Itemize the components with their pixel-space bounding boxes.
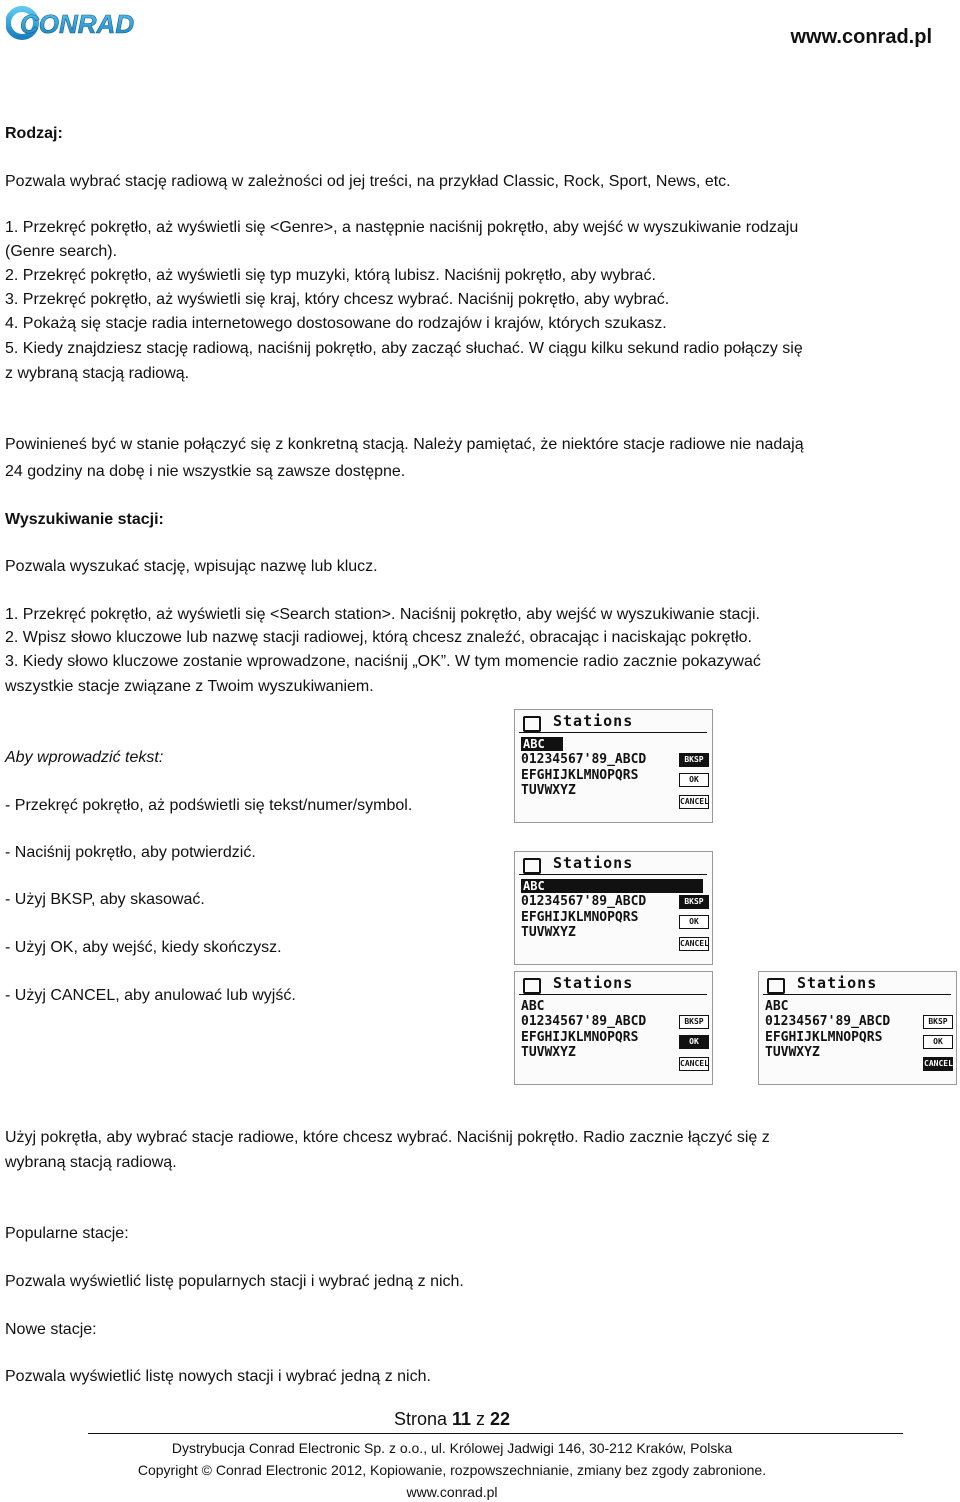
lcd-screen-cancel xyxy=(758,971,957,1085)
page-mid: z xyxy=(471,1409,491,1429)
lcd-title: Stations xyxy=(553,712,634,730)
connect-note: 24 godziny na dobę i nie wszystkie są zawsze dostępne. xyxy=(5,463,406,480)
rodzaj-step: z wybraną stacją radiową. xyxy=(5,365,190,382)
ok-button[interactable]: OK xyxy=(679,773,709,787)
lcd-row[interactable]: EFGHIJKLMNOPQRS xyxy=(521,910,639,925)
cancel-button[interactable]: CANCEL xyxy=(923,1057,953,1071)
search-step: 1. Przekręć pokrętło, aż wyświetli się <Search station>. Naciśnij pokrętło, aby wejść w wyszukiwanie stacji. xyxy=(5,606,760,623)
bksp-button[interactable]: BKSP xyxy=(923,1015,953,1029)
search-title: Wyszukiwanie stacji: xyxy=(5,511,164,528)
lcd-title: Stations xyxy=(553,974,634,992)
rodzaj-step: 3. Przekręć pokrętło, aż wyświetli się kraj, który chcesz wybrać. Naciśnij pokrętło, aby wybrać. xyxy=(5,291,670,308)
lcd-row[interactable]: EFGHIJKLMNOPQRS xyxy=(521,768,639,783)
lcd-row[interactable]: EFGHIJKLMNOPQRS xyxy=(521,1030,639,1045)
ok-button[interactable]: OK xyxy=(679,1035,709,1049)
rodzaj-step: 2. Przekręć pokrętło, aż wyświetli się typ muzyki, którą lubisz. Naciśnij pokrętło, aby wybrać. xyxy=(5,267,656,284)
bksp-button[interactable]: BKSP xyxy=(679,1015,709,1029)
lcd-row[interactable]: 01234567'89_ABCD xyxy=(521,894,647,909)
search-desc: Pozwala wyszukać stację, wpisując nazwę lub klucz. xyxy=(5,558,378,575)
lcd-input[interactable]: ABC xyxy=(765,999,789,1014)
text-entry-item: - Naciśnij pokrętło, aby potwierdzić. xyxy=(5,844,256,861)
footer-copyright: Copyright © Conrad Electronic 2012, Kopiowanie, rozpowszechnianie, zmiany bez zgody zabronione. xyxy=(137,1462,767,1478)
lcd-row[interactable]: TUVWXYZ xyxy=(521,783,576,798)
lcd-screen-ok xyxy=(514,971,713,1085)
lcd-row[interactable]: 01234567'89_ABCD xyxy=(521,752,647,767)
lcd-row[interactable]: EFGHIJKLMNOPQRS xyxy=(765,1030,883,1045)
ok-button[interactable]: OK xyxy=(923,1035,953,1049)
rodzaj-title: Rodzaj: xyxy=(5,125,63,142)
folder-icon xyxy=(767,978,785,994)
page-prefix: Strona xyxy=(393,1409,452,1429)
new-desc: Pozwala wyświetlić listę nowych stacji i wybrać jedną z nich. xyxy=(5,1368,431,1385)
new-title: Nowe stacje: xyxy=(5,1321,97,1338)
rodzaj-step: 1. Przekręć pokrętło, aż wyświetli się <Genre>, a następnie naciśnij pokrętło, aby wejść w wyszukiwanie rodzaju xyxy=(5,219,799,236)
footer-address: Dystrybucja Conrad Electronic Sp. z o.o., ul. Królowej Jadwigi 146, 30-212 Kraków, Polska xyxy=(171,1440,733,1456)
after-search: wybraną stacją radiową. xyxy=(5,1154,177,1171)
lcd-row[interactable]: TUVWXYZ xyxy=(765,1045,820,1060)
footer-divider xyxy=(88,1433,903,1434)
lcd-title: Stations xyxy=(797,974,878,992)
page-total: 22 xyxy=(490,1409,511,1429)
lcd-row[interactable]: 01234567'89_ABCD xyxy=(521,1014,647,1029)
after-search: Użyj pokrętła, aby wybrać stacje radiowe, które chcesz wybrać. Naciśnij pokrętło. Radio zacznie łączyć się z xyxy=(5,1129,770,1146)
text-entry-item: - Użyj BKSP, aby skasować. xyxy=(5,891,205,908)
lcd-input[interactable]: ABC xyxy=(521,999,545,1014)
lcd-title: Stations xyxy=(553,854,634,872)
folder-icon xyxy=(523,716,541,732)
text-entry-item: - Przekręć pokrętło, aż podświetli się tekst/numer/symbol. xyxy=(5,797,413,814)
conrad-logo xyxy=(6,4,154,42)
search-step: 3. Kiedy słowo kluczowe zostanie wprowadzone, naciśnij „OK”. W tym momencie radio zacznie pokazywać xyxy=(5,653,761,670)
connect-note: Powinieneś być w stanie połączyć się z konkretną stacją. Należy pamiętać, że niektóre stacje radiowe nie nadają xyxy=(5,436,804,453)
lcd-row[interactable]: 01234567'89_ABCD xyxy=(765,1014,891,1029)
folder-icon xyxy=(523,858,541,874)
header-url[interactable]: www.conrad.pl xyxy=(790,26,932,48)
ok-button[interactable]: OK xyxy=(679,915,709,929)
logo-text: CONRAD xyxy=(20,9,135,39)
rodzaj-step: 4. Pokażą się stacje radia internetowego dostosowane do rodzajów i krajów, których szukasz. xyxy=(5,315,667,332)
lcd-input[interactable]: ABC xyxy=(521,879,703,893)
cancel-button[interactable]: CANCEL xyxy=(679,1057,709,1071)
page-number: 11 xyxy=(451,1409,472,1429)
page-indicator xyxy=(0,1410,904,1428)
cancel-button[interactable]: CANCEL xyxy=(679,937,709,951)
search-step: 2. Wpisz słowo kluczowe lub nazwę stacji radiowej, którą chcesz znaleźć, obracając i naciskając pokrętło. xyxy=(5,629,752,646)
text-entry-title: Aby wprowadzić tekst: xyxy=(5,749,164,766)
lcd-screen-input xyxy=(514,851,713,965)
folder-icon xyxy=(523,978,541,994)
bksp-button[interactable]: BKSP xyxy=(679,753,709,767)
text-entry-item: - Użyj CANCEL, aby anulować lub wyjść. xyxy=(5,987,296,1004)
lcd-screen-bksp xyxy=(514,709,713,823)
popular-title: Popularne stacje: xyxy=(5,1225,129,1242)
rodzaj-desc: Pozwala wybrać stację radiową w zależności od jej treści, na przykład Classic, Rock, Sport, News, etc. xyxy=(5,173,731,190)
lcd-row[interactable]: TUVWXYZ xyxy=(521,925,576,940)
search-step: wszystkie stacje związane z Twoim wyszukiwaniem. xyxy=(5,678,374,695)
lcd-input[interactable]: ABC xyxy=(521,737,563,751)
bksp-button[interactable]: BKSP xyxy=(679,895,709,909)
rodzaj-step: (Genre search). xyxy=(5,243,118,260)
popular-desc: Pozwala wyświetlić listę popularnych stacji i wybrać jedną z nich. xyxy=(5,1273,464,1290)
rodzaj-step: 5. Kiedy znajdziesz stację radiową, naciśnij pokrętło, aby zacząć słuchać. W ciągu kilku sekund radio połączy się xyxy=(5,340,803,357)
cancel-button[interactable]: CANCEL xyxy=(679,795,709,809)
text-entry-item: - Użyj OK, aby wejść, kiedy skończysz. xyxy=(5,939,282,956)
footer-url[interactable]: www.conrad.pl xyxy=(406,1484,498,1500)
lcd-row[interactable]: TUVWXYZ xyxy=(521,1045,576,1060)
